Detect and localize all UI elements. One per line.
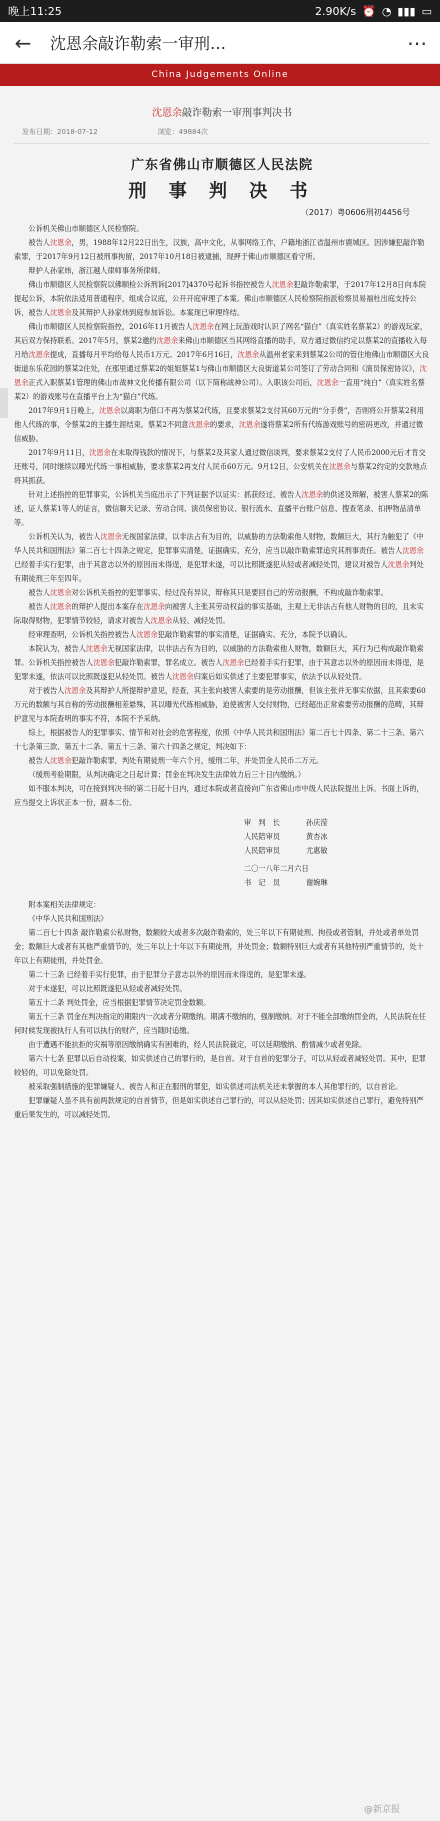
banner-text: China Judgements Online <box>151 70 289 80</box>
doc-title <box>14 104 430 119</box>
paragraph: 第五十二条 判处罚金，应当根据犯罪情节决定罚金数额。 <box>28 998 211 1007</box>
judgment-body <box>14 222 430 810</box>
defendant-highlight: 沈恩余 <box>49 756 72 765</box>
doc-meta <box>14 123 430 144</box>
battery-icon: ▭ <box>421 4 432 18</box>
defendant-highlight: 沈恩余 <box>237 350 260 359</box>
defendant-highlight: 沈恩余 <box>143 602 166 611</box>
page-title: 沈恩余敲诈勒索一审刑… <box>50 34 227 53</box>
signature-row <box>244 830 430 844</box>
publish-date: 发布日期：2018-07-12 <box>22 128 98 136</box>
alarm-icon: ⏰ <box>362 4 376 18</box>
defendant-highlight: 沈恩余 <box>136 630 158 639</box>
clerk-name: 谢婉琳 <box>305 878 328 887</box>
paragraph: 2017年9月11日，沈恩余在未取得钱款的情况下，与蔡某2及其家人通过微信谈判，要求蔡某2支付了人民币2000元后才肯交还账号，同时继续以曝光代练一事相威胁，要求蔡某2再支付人民币60万元。9月12日，公安机关在沈恩余与蔡某2约定的交款地点将其抓获。 <box>14 448 427 485</box>
court-name: 广东省佛山市顺德区人民法院 <box>130 158 313 173</box>
sig-role: 人民陪审员 <box>244 832 280 841</box>
defendant-highlight: 沈恩余 <box>85 644 108 653</box>
paragraph: 犯罪嫌疑人虽不具有前两款规定的自首情节，但是如实供述自己罪行的，可以从轻处罚；因其如实供述自己罪行，避免特别严重后果发生的，可以减轻处罚。 <box>14 1096 424 1119</box>
sig-name: 尤惠敏 <box>305 846 328 855</box>
appendix-list <box>14 926 430 1122</box>
paragraph: 辩护人孙家炜，浙江越人律师事务所律师。 <box>28 266 165 275</box>
defendant-highlight: 沈恩余 <box>271 280 294 289</box>
paragraph: 被告人沈恩余，男，1988年12月22日出生，汉族，高中文化，从事网络工作，户籍地浙江省温州市鹿城区。因涉嫌犯敲诈勒索罪，于2017年9月12日被刑事拘留，2017年10月18日被逮捕，现押于佛山市顺德区看守所。 <box>14 238 425 261</box>
defendant-highlight: 沈恩余 <box>188 420 211 429</box>
defendant-highlight: 沈恩余 <box>402 546 424 555</box>
paragraph: 由于遭遇不能抗拒的灾祸等原因缴纳确实有困难的，经人民法院裁定，可以延期缴纳、酌情减少或者免除。 <box>28 1040 367 1049</box>
defendant-highlight: 沈恩余 <box>150 616 173 625</box>
side-tab[interactable] <box>0 388 8 418</box>
defendant-name: 沈恩余 <box>152 108 182 119</box>
defendant-highlight: 沈恩余 <box>172 672 194 681</box>
paragraph: 被告人沈恩余犯敲诈勒索罪，判处有期徒刑一年六个月，缓刑二年，并处罚金人民币二万元。 <box>28 756 324 765</box>
appendix-law: 《中华人民共和国刑法》 <box>28 914 108 923</box>
paragraph: 对于未遂犯，可以比照既遂犯从轻或者减轻处罚。 <box>28 984 187 993</box>
wifi-icon: ◔ <box>381 4 392 18</box>
defendant-highlight: 沈恩余 <box>49 602 72 611</box>
case-number: （2017）粤0606刑初4456号 <box>300 208 410 217</box>
paragraph: 第五十三条 罚金在判决指定的期限内一次或者分期缴纳。期满不缴纳的，强制缴纳。对于不能全部缴纳罚金的，人民法院在任何时候发现被执行人有可以执行的财产，应当随时追缴。 <box>14 1012 426 1035</box>
clerk-row <box>244 876 430 890</box>
defendant-highlight: 沈恩余 <box>387 560 410 569</box>
view-count: 浏览：49884次 <box>157 128 208 136</box>
defendant-highlight: 沈恩余 <box>64 686 86 695</box>
document <box>0 86 440 1122</box>
status-bar <box>0 0 440 22</box>
defendant-highlight: 沈恩余 <box>49 308 72 317</box>
defendant-highlight: 沈恩余 <box>89 448 111 457</box>
paragraph: 被告人沈恩余的辩护人提出本案存在沈恩余向被害人主张其劳动权益的事实基础，主观上无非法占有他人财物的目的，且未实际取得财物，犯罪情节较轻，请求对被告人沈恩余从轻、减轻处罚。 <box>14 602 424 625</box>
paragraph: 公诉机关认为，被告人沈恩余无视国家法律，以非法占有为目的，以威胁的方法勒索他人财物，数额巨大，其行为触犯了《中华人民共和国刑法》第二百七十四条之规定，犯罪事实清楚，证据确实、充分，应当以敲诈勒索罪追究其刑事责任。被告人沈恩余已经着手实行犯罪，由于其意志以外的原因而未得逞，是犯罪未遂，可以比照既遂犯从轻或者减轻处罚，建议对被告人沈恩余判处有期徒刑三年至四年。 <box>14 532 424 583</box>
doc-title-text: 敲诈勒索一审刑事判决书 <box>182 108 292 119</box>
sign-date: 二〇一八年二月六日 <box>244 864 309 873</box>
defendant-highlight: 沈恩余 <box>301 490 324 499</box>
paragraph: 综上，根据被告人的犯罪事实、情节和对社会的危害程度，依照《中华人民共和国刑法》第二百七十四条、第二十三条、第六十七条第三款、第五十二条、第五十三条、第六十四条之规定，判决如下： <box>14 728 424 751</box>
defendant-highlight: 沈恩余 <box>156 336 179 345</box>
paragraph: 如不服本判决，可在接到判决书的第二日起十日内，通过本院或者直接向广东省佛山市中级人民法院提出上诉。书面上诉的，应当提交上诉状正本一份，副本二份。 <box>14 784 424 807</box>
defendant-highlight: 沈恩余 <box>100 532 122 541</box>
signature-block <box>14 816 430 890</box>
paragraph: 2017年9月1日晚上，沈恩余以离职为借口不再为蔡某2代练，且要求蔡某2支付其60万元的“分手费”，否则将公开蔡某2利用他人代练的事，令蔡某2的主播生涯结束。蔡某2不同意沈恩余的要求，沈恩余遂将蔡某2所有代练游戏账号的密码更改，并通过微信威胁。 <box>14 406 424 443</box>
defendant-highlight: 沈恩余 <box>14 364 427 387</box>
network-speed: 2.90K/s <box>314 4 357 18</box>
paragraph: 公诉机关佛山市顺德区人民检察院。 <box>28 224 144 233</box>
site-banner <box>0 64 440 86</box>
defendant-highlight: 沈恩余 <box>316 378 339 387</box>
defendant-highlight: 沈恩余 <box>49 238 72 247</box>
judgment-title: 刑 事 判 决 书 <box>128 181 316 202</box>
defendant-highlight: 沈恩余 <box>238 420 261 429</box>
sig-name: 孙庆滢 <box>305 818 328 827</box>
paragraph: 佛山市顺德区人民检察院以佛顺检公诉刑诉[2017]4370号起诉书指控被告人沈恩余犯敲诈勒索罪，于2017年12月8日向本院提起公诉，本院依法适用普通程序，组成合议庭，公开开庭审理了本案。佛山市顺德区人民检察院指派检察员易福杜出庭支持公诉，被告人沈恩余及其辩护人孙家炜到庭参加诉讼。本案现已审理终结。 <box>14 280 427 317</box>
nav-bar <box>0 22 440 64</box>
paragraph: 第二百七十四条 敲诈勒索公私财物，数额较大或者多次敲诈勒索的，处三年以下有期徒刑、拘役或者管制，并处或者单处罚金；数额巨大或者有其他严重情节的，处三年以上十年以下有期徒刑，并处罚金；数额特别巨大或者有其他特别严重情节的，处十年以上有期徒刑，并处罚金。 <box>14 928 424 965</box>
paragraph: 对于被告人沈恩余及其辩护人所提辩护意见，经查，其主张向被害人索要的是劳动报酬，但该主张并无事实依据，且其索要60万元的数额与其自称的劳动报酬相差悬殊，其以曝光代练相威胁，迫使被害人交付财物，已经超出正常索要劳动报酬的范畴，其辩护意见与本院查明的事实不符，本院不予采纳。 <box>14 686 426 723</box>
paragraph: 针对上述指控的犯罪事实，公诉机关当庭出示了下列证据予以证实：抓获经过、被告人沈恩余的供述及辩解，被害人蔡某2的陈述，证人蔡某1等人的证言，微信聊天记录、劳动合同、演员保密协议、银行流水、直播平台账户信息、搜查笔录、扣押物品清单等。 <box>14 490 429 527</box>
paragraph: （缓刑考验期限，从判决确定之日起计算；罚金在判决发生法律效力后三十日内缴纳。） <box>28 770 306 779</box>
paragraph: 本院认为，被告人沈恩余无视国家法律，以非法占有为目的，以威胁的方法勒索他人财物，数额巨大，其行为已构成敲诈勒索罪。公诉机关指控被告人沈恩余犯敲诈勒索罪，罪名成立。被告人沈恩余已经着手实行犯罪，由于其意志以外的原因而未得逞，是犯罪未遂，依法可以比照既遂犯从轻处罚。被告人沈恩余归案后如实供述了主要犯罪事实，依法予以从轻处罚。 <box>14 644 424 681</box>
sig-role: 人民陪审员 <box>244 846 280 855</box>
watermark: @新京报 <box>363 1805 400 1815</box>
paragraph: 经审理查明，公诉机关指控被告人沈恩余犯敲诈勒索罪的事实清楚，证据确实、充分，本院予以确认。 <box>28 630 352 639</box>
signal-icon: ▮▮▮ <box>397 4 416 18</box>
sig-role: 审 判 长 <box>244 818 280 827</box>
clock: 晚上11:25 <box>8 5 62 18</box>
paragraph: 佛山市顺德区人民检察院指控，2016年11月被告人沈恩余在网上玩游戏时认识了网名“猫白”（真实姓名蔡某2）的游戏玩家，其后双方保持联系。2017年5月，蔡某2邀约沈恩余来佛山市顺德区当其网络直播的助手，双方通过微信约定以蔡某2的直播收入每月给沈恩余提成，直播每月平均给每人民币1万元。2017年6月16日，沈恩余从温州老家来到蔡某2公司的管住地佛山市顺德区大良街道东乐花园的蔡某2住处，在那里通过蔡某2的姐姐蔡某1与佛山市顺德区大良街道某公司签订了劳动合同和《演员保密协议》，沈恩余正式入职蔡某1管理的佛山市战神文化传播有限公司（以下简称战神公司）。入职该公司后，沈恩余一直用“纯白”（真实姓名蔡某2）的游戏账号在直播平台上为“猫白”代练。 <box>14 322 429 401</box>
defendant-highlight: 沈恩余 <box>222 658 245 667</box>
signature-row <box>244 816 430 830</box>
appendix <box>14 898 430 1122</box>
sig-name: 黄杏冰 <box>305 832 328 841</box>
paragraph: 第二十三条 已经着手实行犯罪，由于犯罪分子意志以外的原因而未得逞的，是犯罪未遂。 <box>28 970 311 979</box>
defendant-highlight: 沈恩余 <box>328 462 351 471</box>
sign-date-row <box>244 862 430 876</box>
defendant-highlight: 沈恩余 <box>49 588 72 597</box>
paragraph: 被采取强制措施的犯罪嫌疑人、被告人和正在服刑的罪犯，如实供述司法机关还未掌握的本人其他罪行的，以自首论。 <box>28 1082 403 1091</box>
back-icon[interactable]: ← <box>14 30 32 55</box>
defendant-highlight: 沈恩余 <box>192 322 214 331</box>
defendant-highlight: 沈恩余 <box>28 350 50 359</box>
clerk-role: 书 记 员 <box>244 878 280 887</box>
appendix-title: 附本案相关法律规定： <box>28 900 101 909</box>
paragraph: 被告人沈恩余对公诉机关指控的犯罪事实、经过没有异议，辩称其只是要回自己的劳动报酬，不构成敲诈勒索罪。 <box>28 588 388 597</box>
defendant-highlight: 沈恩余 <box>98 406 121 415</box>
more-icon[interactable]: ⋯ <box>407 30 427 55</box>
signature-row <box>244 844 430 858</box>
status-indicators <box>315 5 432 18</box>
defendant-highlight: 沈恩余 <box>93 658 115 667</box>
paragraph: 第六十七条 犯罪以后自动投案，如实供述自己的罪行的，是自首。对于自首的犯罪分子，可以从轻或者减轻处罚。其中，犯罪较轻的，可以免除处罚。 <box>14 1054 426 1077</box>
